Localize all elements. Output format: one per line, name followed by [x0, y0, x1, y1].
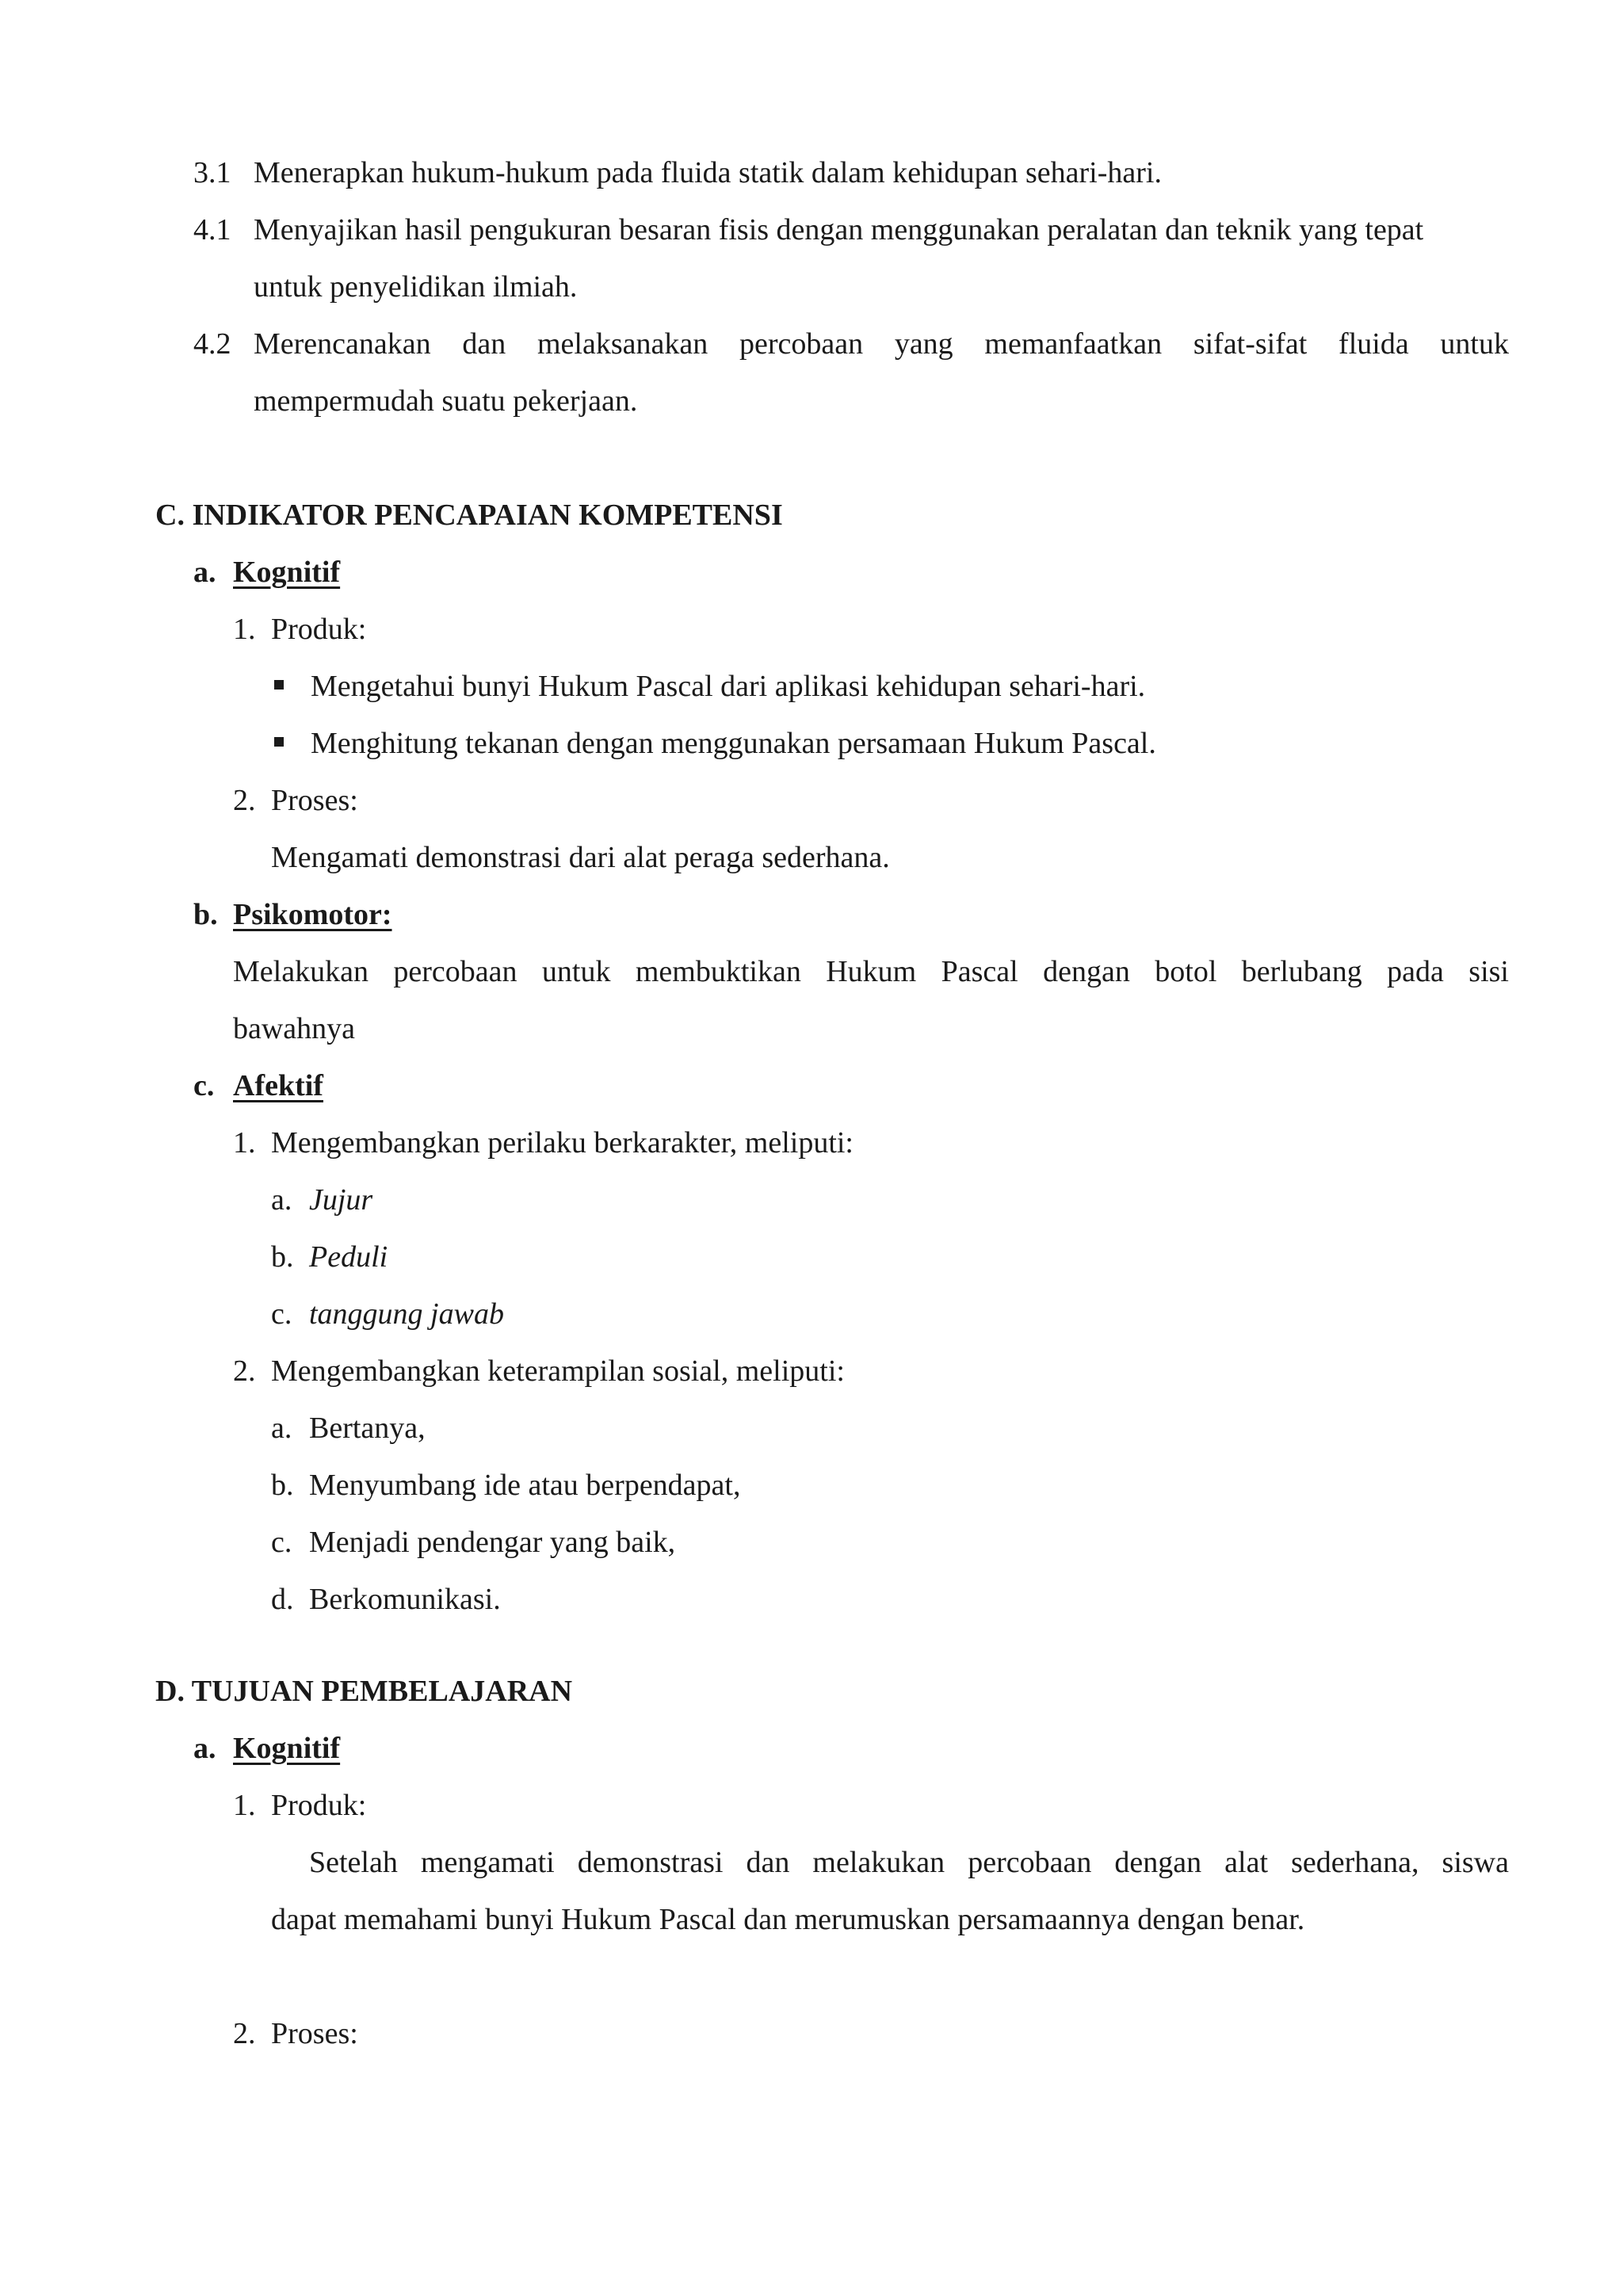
- sublist-letter: c.: [271, 1526, 292, 1559]
- sublist-letter: a.: [271, 1183, 292, 1217]
- list-number: 2.: [233, 2017, 256, 2050]
- square-bullet-icon: [274, 737, 284, 747]
- sublist-letter: c.: [271, 1297, 292, 1331]
- kd-text-continued: untuk penyelidikan ilmiah.: [254, 270, 578, 304]
- paragraph-line: dapat memahami bunyi Hukum Pascal dan merumuskan persamaannya dengan benar.: [271, 1903, 1305, 1936]
- list-number: 1.: [233, 1126, 256, 1159]
- sublist-letter: a.: [271, 1412, 292, 1445]
- subsection-title-kognitif: Kognitif: [233, 556, 341, 589]
- list-number: 1.: [233, 613, 256, 646]
- kd-text-continued: mempermudah suatu pekerjaan.: [254, 384, 638, 418]
- sublist-item: Bertanya,: [309, 1412, 426, 1445]
- list-number: 2.: [233, 1354, 256, 1388]
- list-item-text: Mengembangkan perilaku berkarakter, meliputi:: [271, 1126, 854, 1159]
- subsection-letter: a.: [193, 1732, 216, 1765]
- list-item: Menghitung tekanan dengan menggunakan persamaan Hukum Pascal.: [311, 727, 1156, 760]
- list-label-proses: Proses:: [271, 2017, 358, 2050]
- sublist-item: Berkomunikasi.: [309, 1583, 501, 1616]
- sublist-item: tanggung jawab: [309, 1297, 504, 1331]
- subsection-letter: b.: [193, 898, 218, 931]
- sublist-item: Peduli: [309, 1240, 388, 1274]
- subsection-title-kognitif: Kognitif: [233, 1732, 341, 1765]
- square-bullet-icon: [274, 680, 284, 690]
- sublist-item: Jujur: [309, 1183, 373, 1217]
- list-label-produk: Produk:: [271, 613, 367, 646]
- kd-item-3-1: [193, 154, 231, 192]
- list-item-text: Mengembangkan keterampilan sosial, meliputi:: [271, 1354, 845, 1388]
- subsection-title-psikomotor: Psikomotor:: [233, 898, 392, 931]
- sublist-letter: b.: [271, 1240, 294, 1274]
- paragraph-line: bawahnya: [233, 1012, 356, 1045]
- sublist-item: Menyumbang ide atau berpendapat,: [309, 1469, 741, 1502]
- paragraph-line: Setelah mengamati demonstrasi dan melakukan percobaan dengan alat sederhana, siswa: [309, 1846, 1509, 1879]
- kd-text: Menyajikan hasil pengukuran besaran fisis dengan menggunakan peralatan dan teknik yang tepat: [254, 213, 1424, 246]
- kd-text: Menerapkan hukum-hukum pada fluida statik dalam kehidupan sehari-hari.: [254, 156, 1162, 189]
- subsection-title-afektif: Afektif: [233, 1069, 323, 1102]
- list-item: Mengetahui bunyi Hukum Pascal dari aplikasi kehidupan sehari-hari.: [311, 670, 1146, 703]
- section-heading-d: D. TUJUAN PEMBELAJARAN: [155, 1675, 573, 1708]
- sublist-letter: b.: [271, 1469, 294, 1502]
- subsection-letter: a.: [193, 556, 216, 589]
- kd-number: 4.1: [193, 213, 231, 246]
- list-item-text: Mengamati demonstrasi dari alat peraga sederhana.: [271, 841, 890, 874]
- list-label-proses: Proses:: [271, 784, 358, 817]
- kd-number: 4.2: [193, 327, 231, 361]
- sublist-item: Menjadi pendengar yang baik,: [309, 1526, 676, 1559]
- list-number: 2.: [233, 784, 256, 817]
- list-number: 1.: [233, 1789, 256, 1822]
- kd-number: 3.1: [193, 156, 231, 189]
- paragraph-line: Melakukan percobaan untuk membuktikan Hukum Pascal dengan botol berlubang pada sisi: [233, 955, 1509, 988]
- section-heading-c: C. INDIKATOR PENCAPAIAN KOMPETENSI: [155, 499, 783, 532]
- list-label-produk: Produk:: [271, 1789, 367, 1822]
- subsection-letter: c.: [193, 1069, 215, 1102]
- sublist-letter: d.: [271, 1583, 294, 1616]
- kd-text: Merencanakan dan melaksanakan percobaan yang memanfaatkan sifat-sifat fluida untuk: [254, 327, 1509, 361]
